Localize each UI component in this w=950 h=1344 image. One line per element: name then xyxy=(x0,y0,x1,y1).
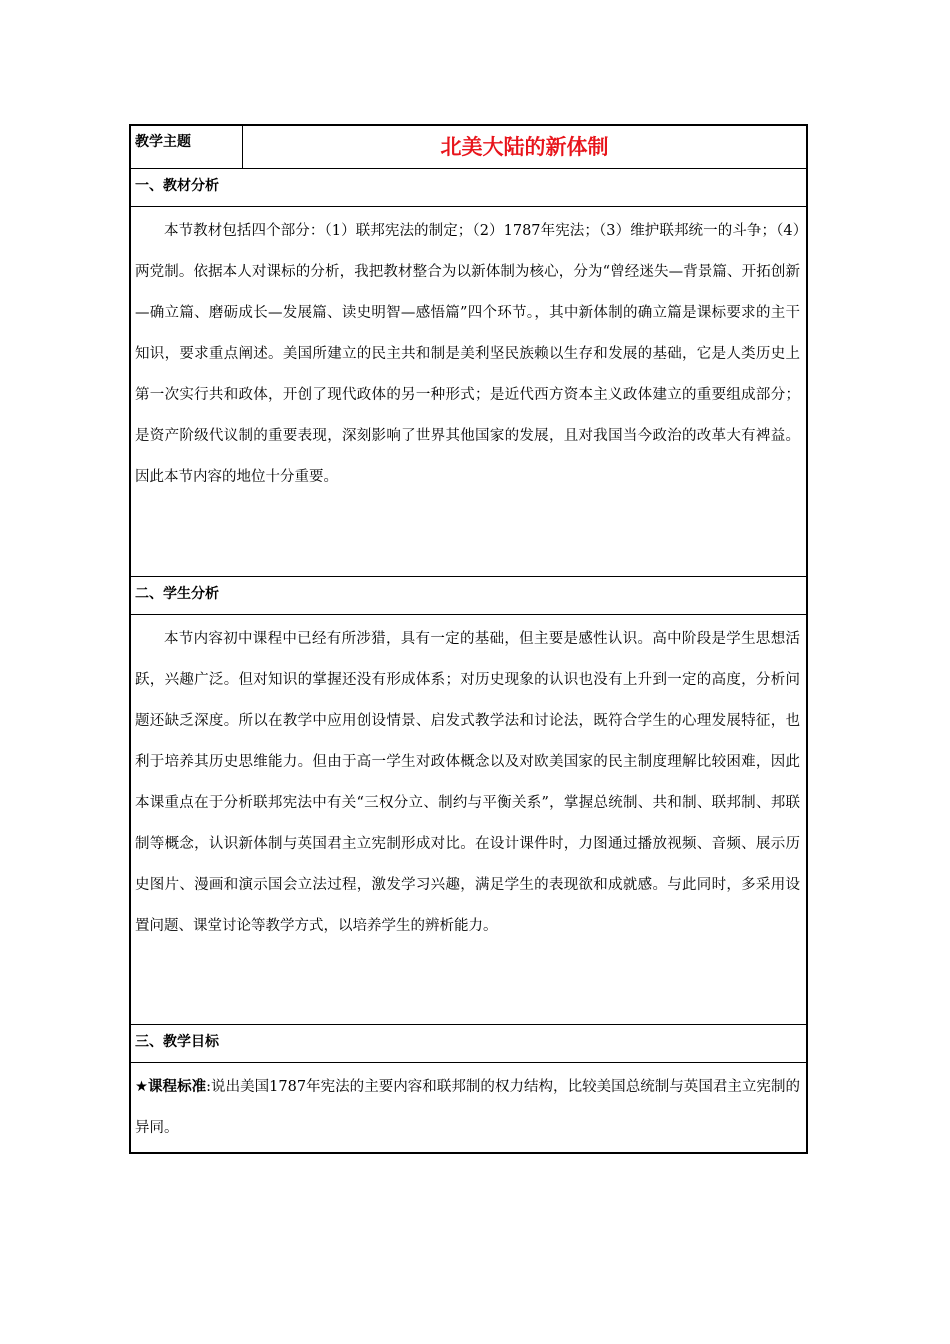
topic-label: 教学主题 xyxy=(131,126,243,168)
section-body-textbook: 本节教材包括四个部分：（1）联邦宪法的制定；（2）1787年宪法；（3）维护联邦统一的斗争；（4）两党制。依据本人对课标的分析，我把教材整合为以新体制为核心，分为“曾经迷失—背景篇、开拓创新—确立篇、磨砺成长—发展篇、读史明智—感悟篇”四个环节。，其中新体制的确立篇是课标要求的主干知识，要求重点阐述。美国所建立的民主共和制是美利坚民族赖以生存和发展的基础，它是人类历史上第一次实行共和政体，开创了现代政体的另一种形式；是近代西方资本主义政体建立的重要组成部分；是资产阶级代议制的重要表现，深刻影响了世界其他国家的发展，且对我国当今政治的改革大有裨益。因此本节内容的地位十分重要。 xyxy=(131,206,806,576)
section-body-objectives xyxy=(131,1062,806,1152)
title-row xyxy=(131,126,806,168)
lesson-title: 北美大陆的新体制 xyxy=(440,135,609,159)
lesson-plan-table xyxy=(129,124,808,1154)
section-body-students: 本节内容初中课程中已经有所涉猎，具有一定的基础，但主要是感性认识。高中阶段是学生思想活跃，兴趣广泛。但对知识的掌握还没有形成体系；对历史现象的认识也没有上升到一定的高度，分析问题还缺乏深度。所以在教学中应用创设情景、启发式教学法和讨论法，既符合学生的心理发展特征，也利于培养其历史思维能力。但由于高一学生对政体概念以及对欧美国家的民主制度理解比较困难，因此本课重点在于分析联邦宪法中有关“三权分立、制约与平衡关系”，掌握总统制、共和制、联邦制、邦联制等概念，认识新体制与英国君主立宪制形成对比。在设计课件时，力图通过播放视频、音频、展示历史图片、漫画和演示国会立法过程，激发学习兴趣，满足学生的表现欲和成就感。与此同时，多采用设置问题、课堂讨论等教学方式，以培养学生的辨析能力。 xyxy=(131,614,806,1024)
curriculum-standard-label: ★课程标准 xyxy=(135,1079,207,1095)
section-heading-objectives: 三、教学目标 xyxy=(131,1024,806,1062)
section-heading-textbook: 一、教材分析 xyxy=(131,168,806,206)
curriculum-standard-text: :说出美国1787年宪法的主要内容和联邦制的权力结构，比较美国总统制与英国君主立宪制的异同。 xyxy=(135,1079,800,1136)
section-heading-students: 二、学生分析 xyxy=(131,576,806,614)
